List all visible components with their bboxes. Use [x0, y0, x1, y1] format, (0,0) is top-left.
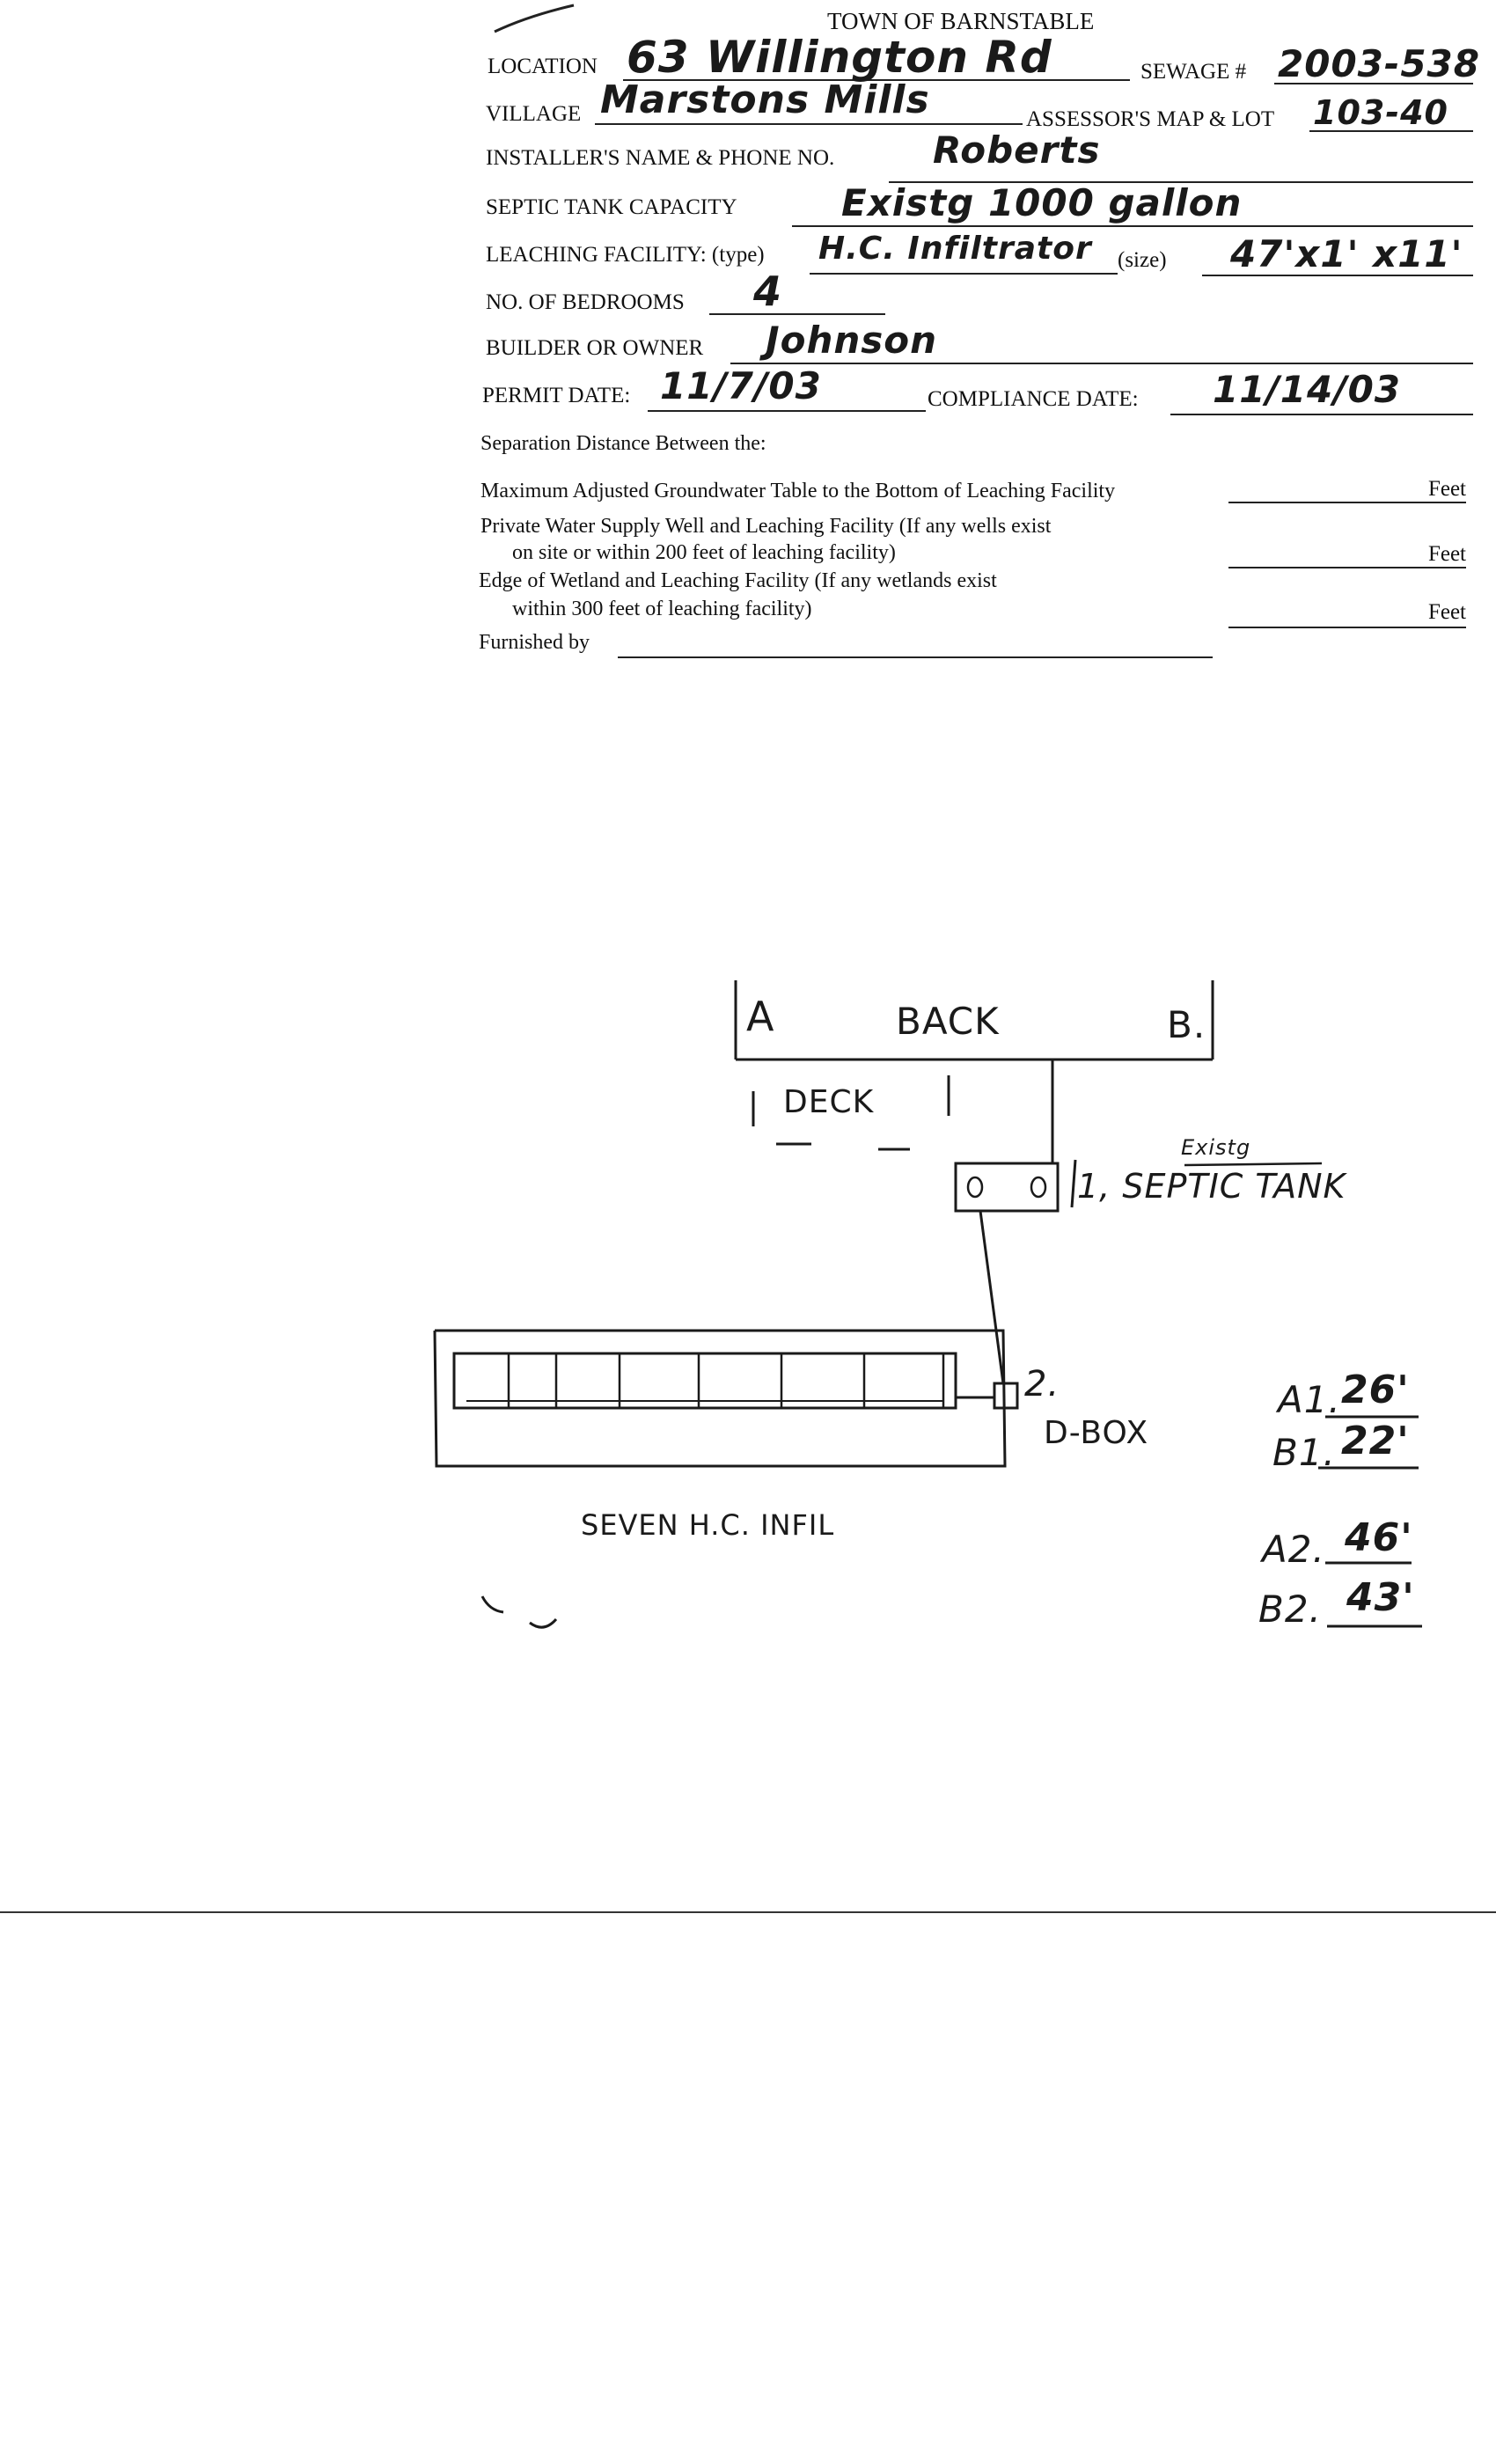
dbox-label: D-BOX [1044, 1415, 1149, 1451]
sep-groundwater-feet: Feet [1427, 477, 1466, 501]
leaching-size-value: 47'x1' x11' [1230, 232, 1463, 275]
tank-right-tick [1072, 1160, 1075, 1207]
measurement-b2-value: 43' [1346, 1575, 1415, 1620]
deck-label: DECK [783, 1084, 875, 1120]
chamber-row [454, 1353, 956, 1408]
leaching-field-outline [435, 1331, 1005, 1466]
measurement-a2-label: A2. [1262, 1528, 1325, 1571]
measurement-a1-label: A1. [1278, 1378, 1341, 1421]
assessor-value: 103-40 [1313, 93, 1448, 132]
corner-b-label: B. [1167, 1003, 1206, 1046]
stray-scribble [482, 1596, 556, 1627]
back-label: BACK [896, 1000, 1000, 1043]
sep-wetland-feet: Feet [1427, 600, 1466, 624]
separation-heading: Separation Distance Between the: [480, 432, 766, 455]
bedrooms-label: NO. OF BEDROOMS [486, 290, 685, 314]
assessor-label: ASSESSOR'S MAP & LOT [1026, 107, 1275, 131]
permit-date-label: PERMIT DATE: [482, 384, 631, 407]
dbox-number: 2. [1024, 1364, 1060, 1404]
sewage-value: 2003-538 [1278, 42, 1480, 85]
location-value: 63 Willington Rd [627, 32, 1052, 83]
village-value: Marstons Mills [600, 77, 930, 122]
tank-inlet-circle [968, 1177, 982, 1197]
septic-tank-label: 1, SEPTIC TANK [1077, 1167, 1346, 1206]
existing-note-underline [1184, 1163, 1322, 1165]
measurement-b1-label: B1. [1272, 1431, 1336, 1474]
compliance-date-value: 11/14/03 [1213, 368, 1402, 411]
builder-value: Johnson [766, 319, 938, 362]
sep-well-text-1: Private Water Supply Well and Leaching Facility (If any wells exist [480, 515, 1052, 538]
village-label: VILLAGE [486, 102, 582, 126]
permit-date-value: 11/7/03 [660, 364, 822, 407]
septic-value: Existg 1000 gallon [841, 181, 1243, 224]
card-bottom-edge [0, 1911, 1496, 1913]
leaching-label: LEACHING FACILITY: (type) [486, 243, 765, 267]
tank-to-dbox-pipe [980, 1211, 1003, 1383]
size-label: (size) [1118, 248, 1167, 272]
bedrooms-value: 4 [753, 268, 783, 315]
leaching-caption: SEVEN H.C. INFIL [581, 1508, 835, 1542]
sep-groundwater-text: Maximum Adjusted Groundwater Table to the Bottom of Leaching Facility [480, 480, 1116, 502]
furnished-label: Furnished by [479, 631, 590, 654]
sep-wetland-text-1: Edge of Wetland and Leaching Facility (If any wetlands exist [479, 569, 997, 592]
sep-well-feet: Feet [1427, 542, 1466, 566]
sewage-label: SEWAGE # [1140, 60, 1247, 84]
sep-well-text-2: on site or within 200 feet of leaching facility) [512, 541, 896, 564]
measurement-a2-value: 46' [1345, 1515, 1413, 1560]
measurement-b2-label: B2. [1258, 1588, 1322, 1631]
location-label: LOCATION [488, 55, 598, 78]
septic-tank [956, 1163, 1058, 1211]
leaching-type-value: H.C. Infiltrator [818, 231, 1092, 267]
installer-value: Roberts [933, 128, 1101, 172]
septic-label: SEPTIC TANK CAPACITY [486, 195, 737, 219]
compliance-date-label: COMPLIANCE DATE: [928, 387, 1139, 411]
sep-wetland-text-2: within 300 feet of leaching facility) [512, 598, 812, 620]
existing-note: Existg [1181, 1135, 1251, 1160]
distribution-box [994, 1383, 1017, 1408]
installer-label: INSTALLER'S NAME & PHONE NO. [486, 146, 835, 170]
builder-label: BUILDER OR OWNER [486, 336, 704, 360]
town-title: TOWN OF BARNSTABLE [827, 8, 1095, 34]
measurement-b1-value: 22' [1341, 1419, 1410, 1463]
corner-a-label: A [746, 993, 775, 1040]
measurement-a1-value: 26' [1341, 1368, 1410, 1412]
tank-outlet-circle [1031, 1177, 1045, 1197]
